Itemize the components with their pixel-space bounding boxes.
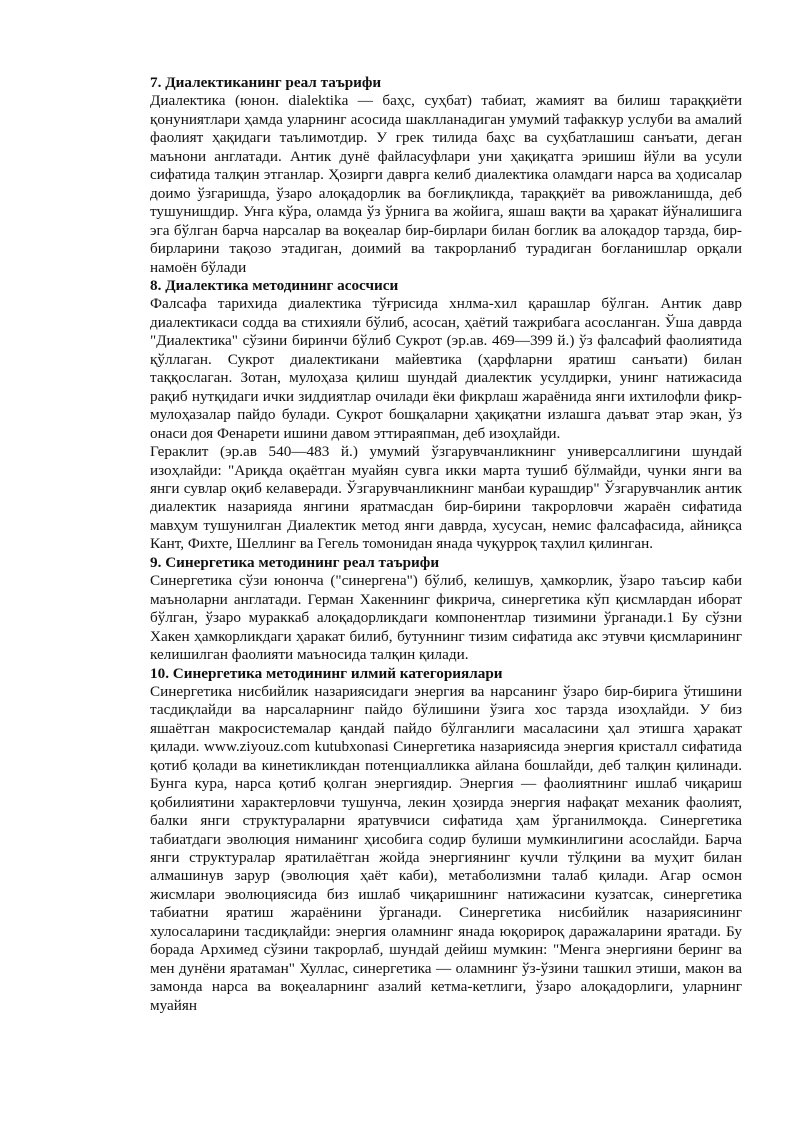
section-heading: 9. Синергетика методининг реал таърифи bbox=[150, 553, 440, 571]
section-paragraph: Синергетика нисбийлик назариясидаги энергия ва нарсанинг ўзаро бир-бирига ўтишини тасдиқлайди ва нарсаларнинг пайдо бўлишини ўзига хос тарзда изоҳлайди. У биз яшаётган макросистемалар қандай пайдо бўлганлиги масаласини ҳал этишга ҳаракат қилади. www.ziyouz.com kutubxonasi Синергетика назариясида энергия кристалл сифатида қотиб қолади ва кинетикликдан потенциалликка айлана бошлайди, деб талқин қилинади. Бунга кура, нарса қотиб қолган энергиядир. Энергия — фаолиятнинг ишлаб чиқариш қобилиятини характерловчи тушунча, лекин ҳозирда энергия нафақат механик фаолият, балки янги структураларни яратувчиси сифатида ҳам ўрганилмоқда. Синергетика табиатдаги эволюция ниманинг ҳисобига содир булиши мумкинлигини асослайди. Барча янги структуралар яратилаётган жойда энергиянинг кучли тўлқини ва муҳит билан алмашинув зарур (эволюция ҳаёт каби), метаболизмни талаб қилади. Агар осмон жисмлари эволюциясида биз ишлаб чиқаришнинг натижасини кузатсак, синергетика табиатни яратиш жараёнини ўрганади. Синергетика нисбийлик назариясининг хулосаларини тасдиқлайди: энергия оламнинг янада юқорироқ даражаларини яратади. Бу борада Архимед сўзини такрорлаб, шундай дейиш мумкин: "Менга энергияни беринг ва мен дунёни яратаман" Хуллас, синергетика — оламнинг ўз-ўзини ташкил этиши, макон ва замонда нарса ва воқеаларнинг азалий кетма-кетлиги, ўзаро алоқадорлиги, уларнинг муайян bbox=[150, 682, 742, 1014]
section-8-dialectics-founder bbox=[150, 277, 742, 554]
section-7-dialectics-definition bbox=[150, 74, 742, 277]
section-10-synergetics-categories bbox=[150, 665, 742, 1016]
document-page bbox=[150, 74, 742, 1015]
section-paragraph: Фалсафа тарихида диалектика тўғрисида хнлма-хил қарашлар бўлган. Антик давр диалектикаси содда ва стихияли бўлиб, асосан, ҳаётий тажрибага асосланган. Ўша даврда "Диалектика" сўзини биринчи бўлиб Сукрот (эр.ав. 469—399 й.) ўз фалсафий фаолиятида қўллаган. Сукрот диалектикани майевтика (ҳарфларни яратиш санъати) билан таққослаган. Зотан, мулоҳаза қилиш шундай диалектик усулдирки, унинг натижасида рақиб нутқидаги ички зиддиятлар очилади ёки фикрлаш жараёнида янги ихтилофли фикр-мулоҳазалар пайдо булади. Сукрот бошқаларни ҳақиқатни излашга даъват этар экан, ўз онаси доя Фенарети ишини давом эттираяпман, деб изоҳлайди. bbox=[150, 295, 742, 442]
section-paragraph: Гераклит (эр.ав 540—483 й.) умумий ўзгарувчанликнинг универсаллигини шундай изоҳлайди: "Ариқда оқаётган муайян сувга икки марта тушиб бўлмайди, чунки янги ва янги сувлар оқиб келаверади. Ўзгарувчанликнинг манбаи курашдир" Ўзгарувчанлик антик диалектик назарияда янгини яратмасдан бир-бирини такрорловчи жараён сифатида мавҳум тушунилган Диалектик метод янги даврда, хусусан, немис фалсафасида, айниқса Кант, Фихте, Шеллинг ва Гегель томонидан янада чуқурроқ таҳлил қилинган. bbox=[150, 443, 742, 553]
section-heading: 7. Диалектиканинг реал таърифи bbox=[150, 74, 382, 91]
section-paragraph: Синергетика сўзи юнонча ("синергена") бўлиб, келишув, ҳамкорлик, ўзаро таъсир каби маъноларни англатади. Герман Хакеннинг фикрича, синергетика кўп қисмлардан иборат бўлган, ўзаро мураккаб алоқадорликдаги компонентлар тизимини ўрганади.1 Бу сўзни Хакен ҳамкорликдаги ҳаракат билиб, бутуннинг тизим сифатида акс этувчи қисмларининг келишилган фаолияти маъносида талқин қилади. bbox=[150, 572, 742, 664]
section-9-synergetics-definition bbox=[150, 554, 742, 665]
section-paragraph: Диалектика (юнон. dialektika — баҳс, суҳбат) табиат, жамият ва билиш тараққиёти қонуниятлари ҳамда уларнинг асосида шаклланадиган умумий тафаккур услуби ва амалий фаолият ҳақидаги таълимотдир. У грек тилида баҳс ва суҳбатлашиш санъати, деган маънони англатади. Антик дунё файласуфлари уни ҳақиқатга эришиш йўли ва усули сифатида талқин этганлар. Ҳозирги даврга келиб диалектика оламдаги нарса ва ҳодисалар доимо ўзгаришда, ўзаро алоқадорлик ва боғлиқликда, тараққиёт ва ривожланишда, деб тушунишдир. Унга кўра, оламда ўз ўрнига ва жойига, яшаш вақти ва ҳаракат йўналишига эга бўлган барча нарсалар ва воқеалар бир-бирлари билан боглик ва алоқадор тарзда, бир-бирларини тақозо этадиган, доимий ва такрорланиб турадиган боғланишлар орқали намоён бўлади bbox=[150, 92, 742, 276]
section-heading: 10. Синергетика методининг илмий категориялари bbox=[150, 664, 503, 682]
section-heading: 8. Диалектика методининг асосчиси bbox=[150, 276, 399, 294]
